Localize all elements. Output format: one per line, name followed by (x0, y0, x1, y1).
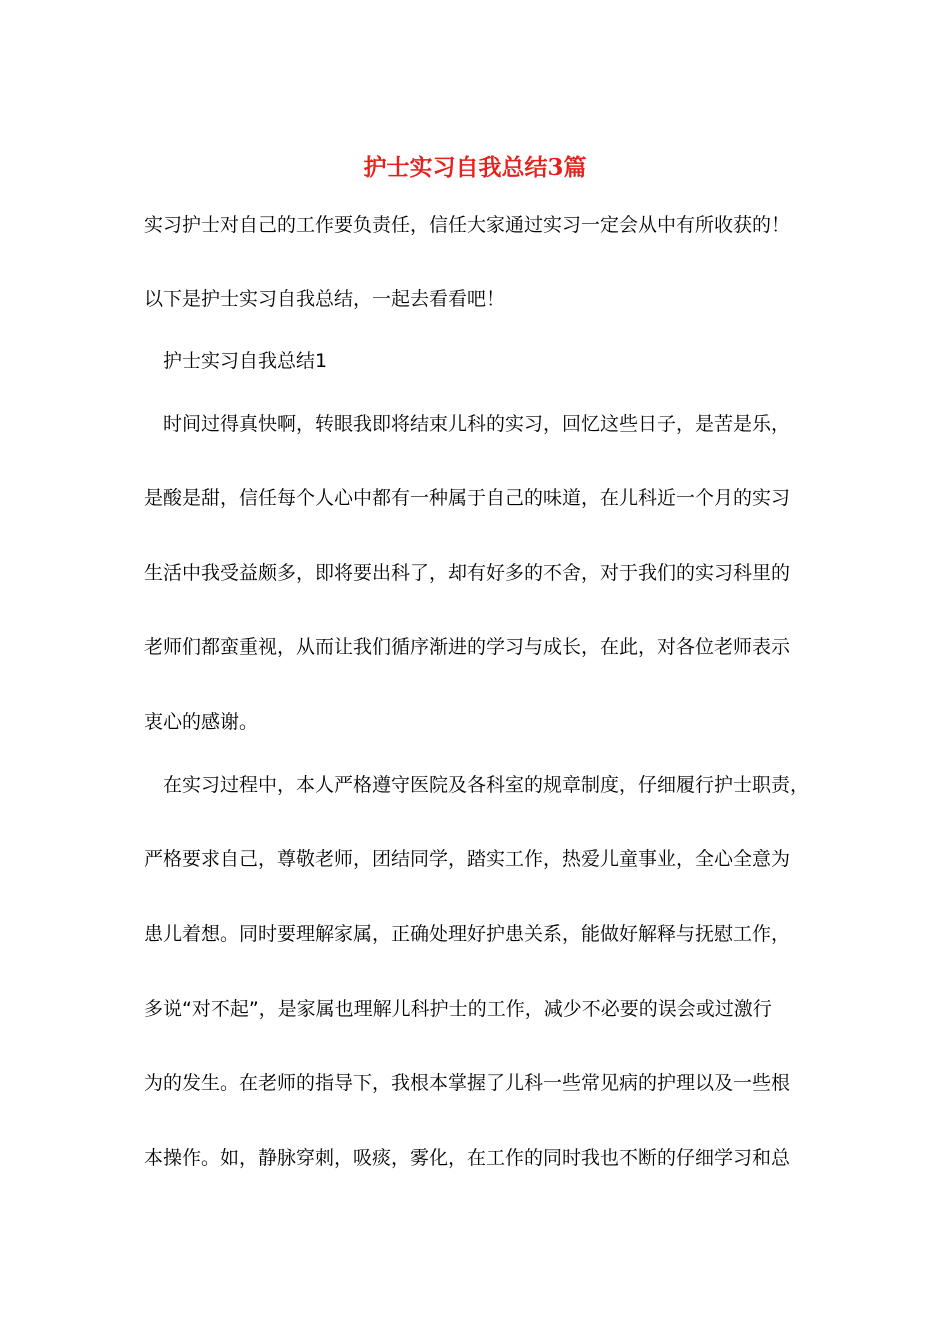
paragraph-1-line-1: 时间过得真快啊，转眼我即将结束儿科的实习，回忆这些日子，是苦是乐， (163, 413, 791, 435)
paragraph-1-line-2: 是酸是甜，信任每个人心中都有一种属于自己的味道，在儿科近一个月的实习 (144, 487, 791, 509)
paragraph-1-line-5: 衷心的感谢。 (144, 711, 259, 733)
paragraph-2-line-2: 严格要求自己，尊敬老师，团结同学，踏实工作，热爱儿童事业，全心全意为 (144, 848, 791, 870)
document-title: 护士实习自我总结3篇 (363, 154, 587, 181)
paragraph-2-line-5: 为的发生。在老师的指导下，我根本掌握了儿科一些常见病的护理以及一些根 (144, 1072, 791, 1094)
paragraph-2-line-1: 在实习过程中，本人严格遵守医院及各科室的规章制度，仔细履行护士职责， (163, 774, 810, 796)
paragraph-2-line-4: 多说“对不起”，是家属也理解儿科护士的工作，减少不必要的误会或过激行 (144, 998, 772, 1020)
intro-line-2: 以下是护士实习自我总结，一起去看看吧！ (144, 288, 506, 310)
paragraph-1-line-3: 生活中我受益颇多，即将要出科了，却有好多的不舍，对于我们的实习科里的 (144, 562, 791, 584)
paragraph-2-line-3: 患儿着想。同时要理解家属，正确处理好护患关系，能做好解释与抚慰工作， (144, 923, 791, 945)
paragraph-1-line-4: 老师们都蛮重视，从而让我们循序渐进的学习与成长，在此，对各位老师表示 (144, 636, 791, 658)
intro-line-1: 实习护士对自己的工作要负责任，信任大家通过实习一定会从中有所收获的！ (144, 214, 791, 236)
section-heading: 护士实习自我总结1 (163, 350, 328, 372)
paragraph-2-line-6: 本操作。如，静脉穿刺，吸痰，雾化，在工作的同时我也不断的仔细学习和总 (144, 1147, 791, 1169)
